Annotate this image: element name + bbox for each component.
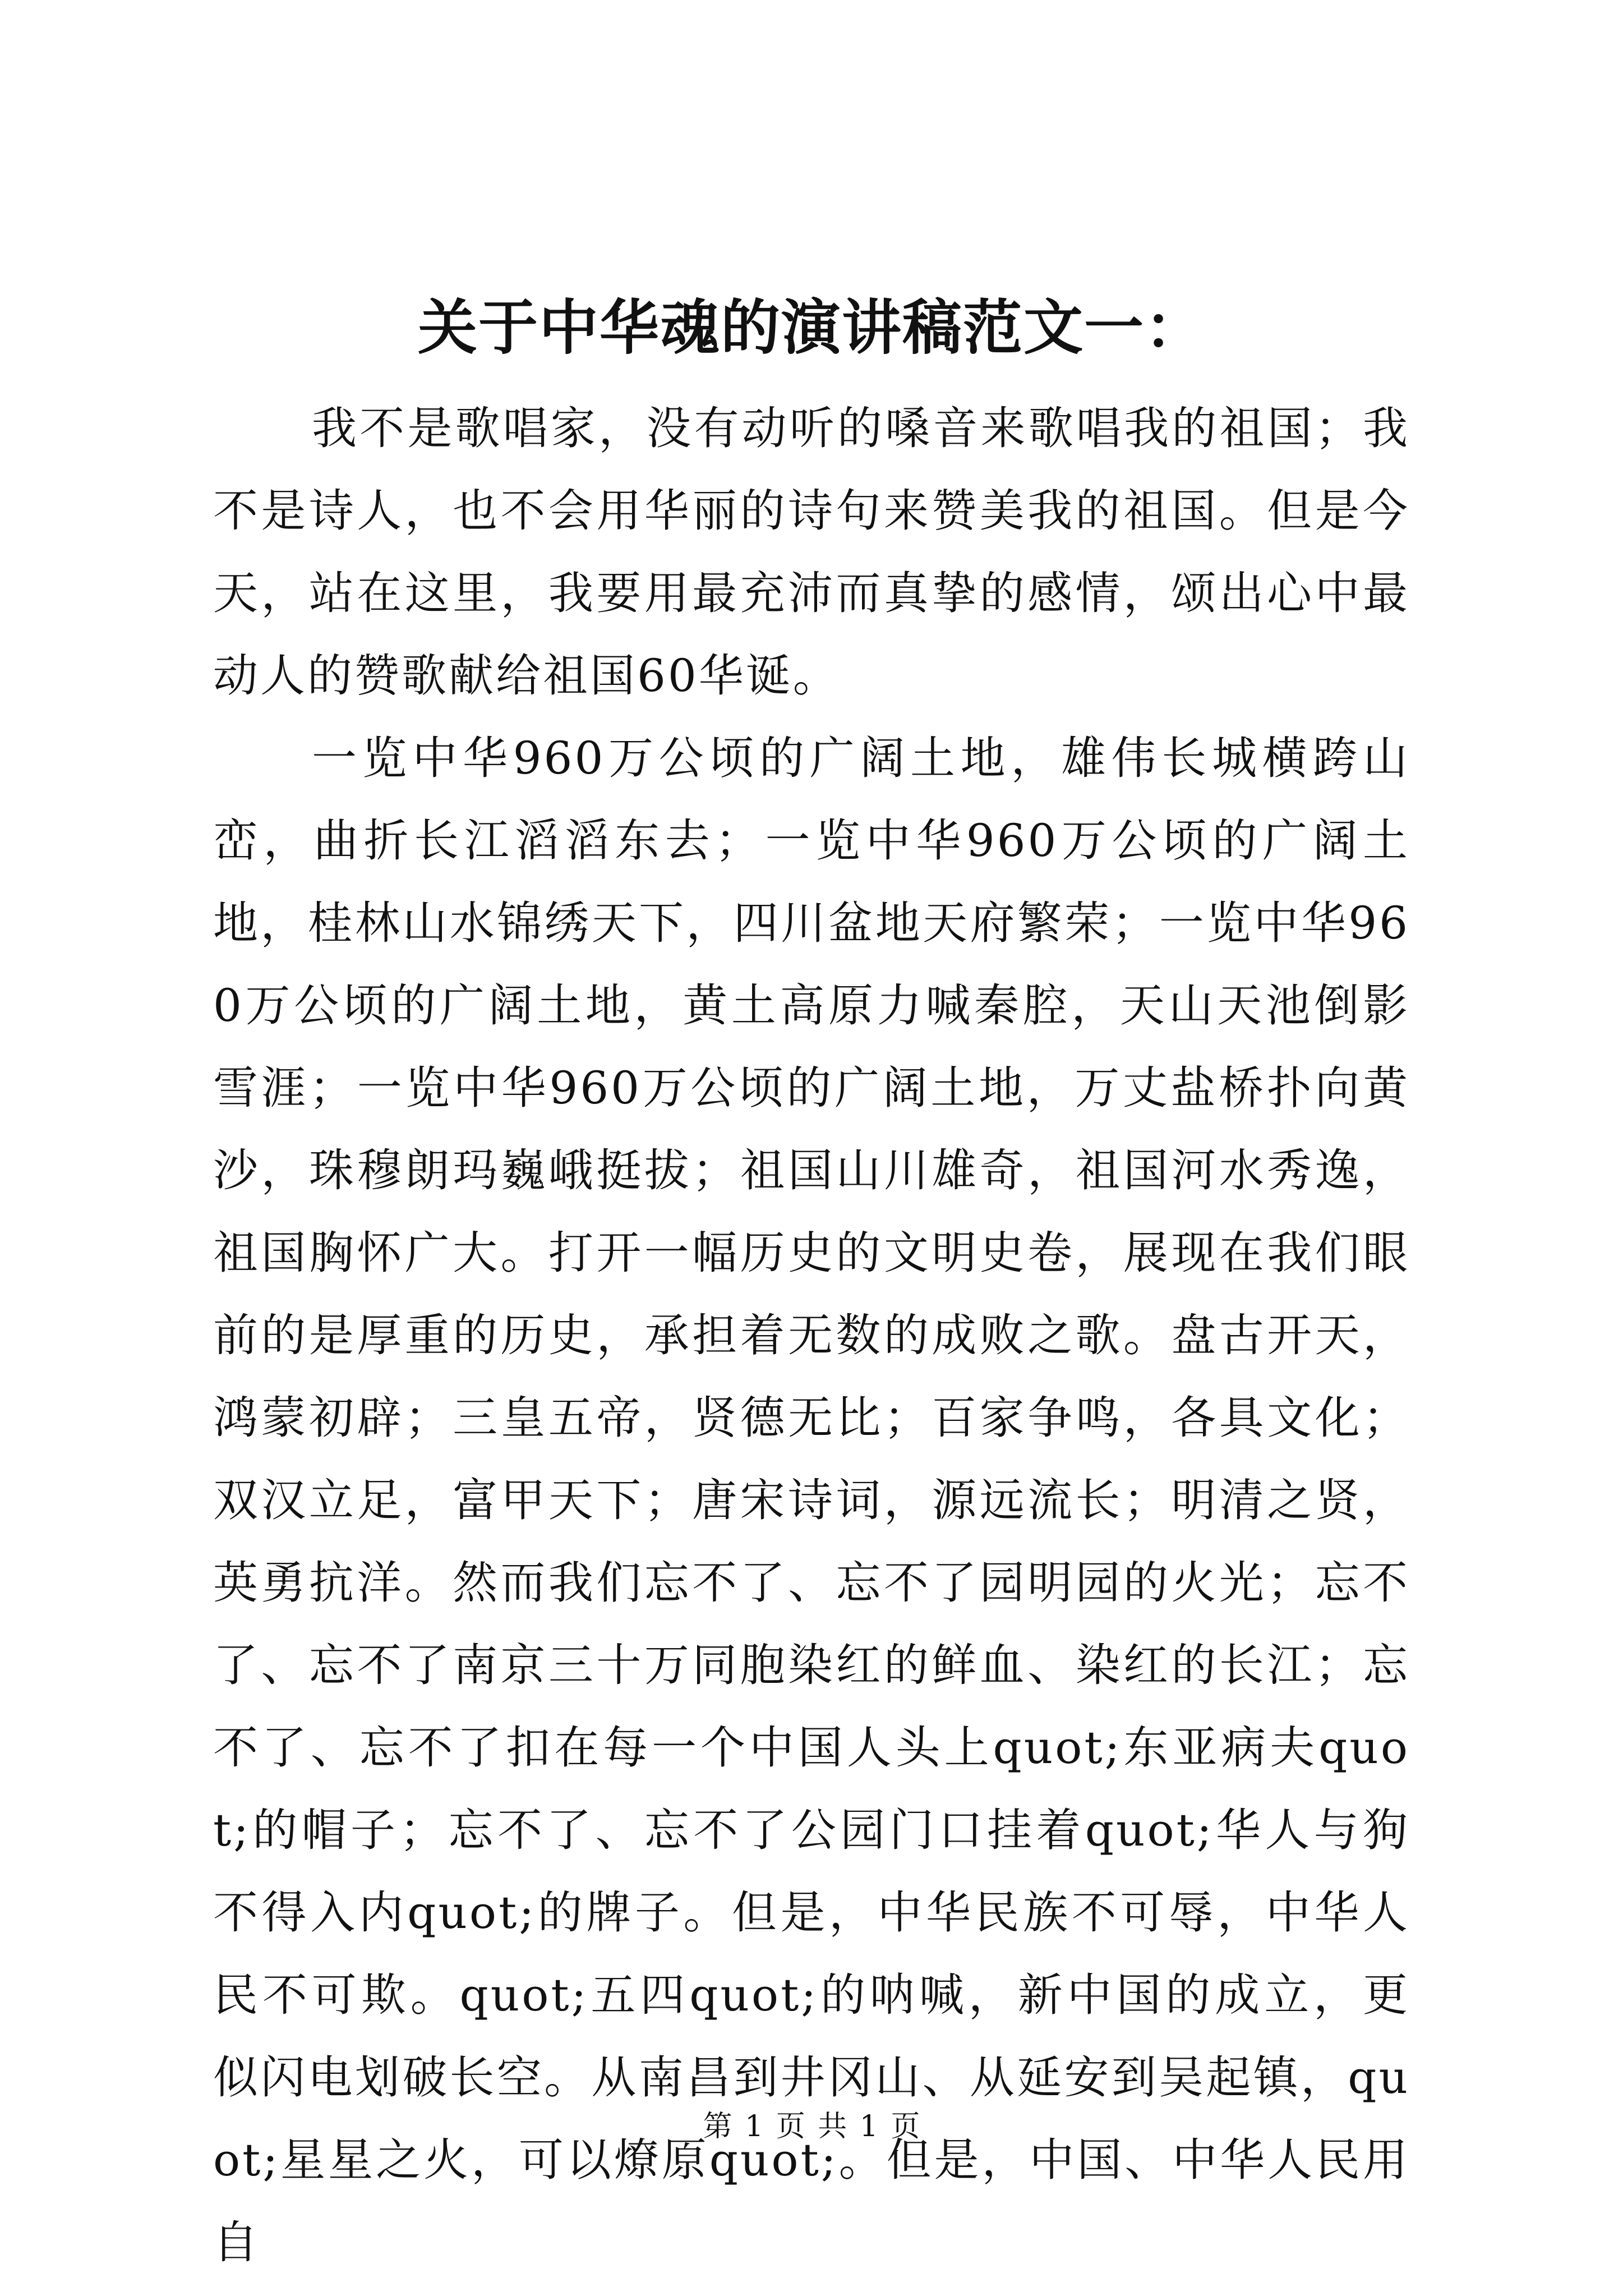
paragraph-1: 我不是歌唱家，没有动听的嗓音来歌唱我的祖国；我不是诗人，也不会用华丽的诗句来赞美我的祖国。但是今天，站在这里，我要用最充沛而真挚的感情，颂出心中最动人的赞歌献给祖国60华诞。 <box>213 402 1410 702</box>
page-number-footer: 第 1 页 共 1 页 <box>703 2110 920 2143</box>
document-title: 关于中华魂的演讲稿范文一： <box>418 292 1205 362</box>
document-body <box>213 387 1410 2284</box>
paragraph-2: 一览中华960万公顷的广阔土地，雄伟长城横跨山峦，曲折长江滔滔东去；一览中华960万公顷的广阔土地，桂林山水锦绣天下，四川盆地天府繁荣；一览中华960万公顷的广阔土地，黄土高原力喊秦腔，天山天池倒影雪涯；一览中华960万公顷的广阔土地，万丈盐桥扑向黄沙，珠穆朗玛巍峨挺拔；祖国山川雄奇，祖国河水秀逸，祖国胸怀广大。打开一幅历史的文明史卷，展现在我们眼前的是厚重的历史，承担着无数的成败之歌。盘古开天，鸿蒙初辟；三皇五帝，贤德无比；百家争鸣，各具文化；双汉立足，富甲天下；唐宋诗词，源远流长；明清之贤，英勇抗洋。然而我们忘不了、忘不了园明园的火光；忘不了、忘不了南京三十万同胞染红的鲜血、染红的长江；忘不了、忘不了扣在每一个中国人头上quot;东亚病夫quot;的帽子；忘不了、忘不了公园门口挂着quot;华人与狗不得入内quot;的牌子。但是，中华民族不可辱，中华人民不可欺。quot;五四quot;的呐喊，新中国的成立，更似闪电划破长空。从南昌到井冈山、从延安到吴起镇，quot;星星之火，可以燎原quot;。但是，中国、中华人民用自 <box>213 732 1410 2269</box>
